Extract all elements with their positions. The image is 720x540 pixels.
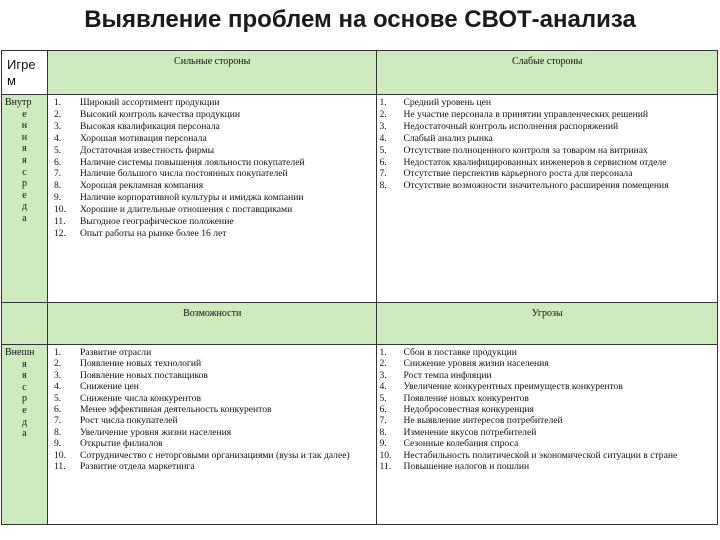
weaknesses-list [377, 95, 717, 192]
strengths-item [50, 133, 373, 145]
strengths-item-text: Наличие системы повышения лояльности покупателей [79, 156, 305, 168]
threats-item-number: 4. [379, 381, 387, 393]
strengths-item-text: Выгодное географическое положение [79, 216, 234, 228]
opportunities-item [50, 404, 373, 415]
threats-item-text: Снижение уровня жизни населения [403, 358, 549, 370]
threats-item-number: 5. [379, 392, 387, 404]
threats-item-text: Увеличение конкурентных преимуществ конкурентов [403, 381, 623, 393]
opportunities-item [50, 393, 373, 404]
threats-item [379, 427, 713, 438]
opportunities-item-number: 2. [53, 358, 62, 370]
strengths-header: Сильные стороны [47, 51, 377, 95]
external-env-label-rest: я я с р е д а [21, 358, 28, 440]
external-env-label-top: Внешн [5, 347, 35, 358]
strengths-item [50, 204, 373, 216]
opportunities-item-number: 10. [53, 449, 66, 461]
opportunities-item-text: Сотрудничество с неторговыми организациями (вузы и так далее) [79, 449, 350, 461]
threats-item [379, 450, 713, 461]
weaknesses-item-text: Не участие персонала в принятии управленческих решений [403, 108, 648, 120]
threats-item [379, 404, 713, 415]
corner-cell: Игре м [2, 51, 48, 95]
threats-item-number: 10. [379, 449, 392, 461]
threats-list [377, 345, 717, 472]
threats-item [379, 461, 713, 472]
strengths-item [50, 157, 373, 169]
opportunities-cell [47, 345, 377, 525]
strengths-item-text: Достаточная известность фирмы [79, 144, 215, 156]
weaknesses-item-number: 7. [379, 168, 387, 180]
threats-header: Угрозы [377, 303, 718, 345]
strengths-item-number: 12. [53, 227, 66, 239]
weaknesses-item [379, 121, 713, 133]
threats-item [379, 370, 713, 381]
external-env-label [2, 345, 48, 525]
strengths-item-text: Хорошие и длительные отношения с поставщиками [79, 204, 293, 216]
opportunities-item [50, 415, 373, 426]
strengths-item-number: 11. [53, 216, 66, 228]
threats-item-text: Появление новых конкурентов [403, 392, 529, 404]
threats-item-number: 7. [379, 415, 387, 427]
threats-item-text: Сезонные колебания спроса [403, 438, 519, 450]
opportunities-item-text: Снижение цен [79, 381, 139, 393]
opportunities-item [50, 381, 373, 392]
threats-item-text: Рост темпа инфляции [403, 369, 492, 381]
threats-item-number: 8. [379, 426, 387, 438]
weaknesses-item-text: Недостаточный контроль исполнения распоряжений [403, 120, 619, 132]
opportunities-item-text: Рост числа покупателей [79, 415, 178, 427]
threats-item-text: Нестабильность политической и экономической ситуации в стране [403, 449, 678, 461]
weaknesses-item-number: 1. [379, 97, 387, 108]
opportunities-item [50, 358, 373, 369]
opportunities-item [50, 347, 373, 358]
weaknesses-item-number: 4. [379, 132, 387, 144]
weaknesses-item [379, 157, 713, 169]
opportunities-item-number: 11. [53, 461, 66, 473]
opportunities-item [50, 461, 373, 472]
opportunities-item [50, 450, 373, 461]
strengths-item-number: 3. [53, 120, 62, 132]
weaknesses-item-number: 2. [379, 108, 387, 120]
weaknesses-item [379, 145, 713, 157]
strengths-item-number: 7. [53, 168, 62, 180]
opportunities-item-number: 1. [53, 347, 62, 358]
strengths-item-text: Широкий ассортимент продукции [79, 97, 220, 108]
strengths-item-text: Опыт работы на рынке более 16 лет [79, 227, 227, 239]
weaknesses-item [379, 97, 713, 109]
threats-item [379, 347, 713, 358]
threats-item [379, 393, 713, 404]
strengths-item-number: 2. [53, 108, 62, 120]
strengths-item-text: Хорошая мотивация персонала [79, 132, 207, 144]
threats-item-number: 6. [379, 404, 387, 416]
threats-item-number: 9. [379, 438, 387, 450]
strengths-item [50, 216, 373, 228]
internal-env-label-top: Внутр [5, 97, 32, 108]
opportunities-item-text: Менее эффективная деятельность конкурентов [79, 404, 272, 416]
weaknesses-cell [377, 95, 718, 303]
threats-item-text: Изменение вкусов потребителей [403, 426, 537, 438]
weaknesses-item-text: Слабый анализ рынка [403, 132, 493, 144]
threats-item [379, 415, 713, 426]
opportunities-item-number: 3. [53, 369, 62, 381]
strengths-item [50, 121, 373, 133]
weaknesses-item-number: 3. [379, 120, 387, 132]
opportunities-list [48, 345, 377, 472]
weaknesses-item-text: Отсутствие перспектив карьерного роста для персонала [403, 168, 633, 180]
threats-item [379, 358, 713, 369]
opportunities-item-text: Снижение числа конкурентов [79, 392, 201, 404]
threats-item-number: 2. [379, 358, 387, 370]
strengths-item-number: 4. [53, 132, 62, 144]
strengths-item-text: Хорошая рекламная компания [79, 180, 204, 192]
opportunities-item-text: Развитие отдела маркетинга [79, 461, 195, 473]
opportunities-item [50, 427, 373, 438]
threats-item-text: Сбои в поставке продукции [403, 347, 517, 358]
internal-env-label-rest: е н н я я с р е д а [21, 108, 28, 224]
weaknesses-header: Слабые стороны [377, 51, 718, 95]
strengths-item [50, 109, 373, 121]
strengths-item-text: Высокий контроль качества продукции [79, 108, 241, 120]
strengths-item-number: 10. [53, 204, 66, 216]
threats-item-number: 11. [379, 461, 392, 473]
strengths-item [50, 97, 373, 109]
threats-item-number: 1. [379, 347, 387, 358]
threats-item [379, 438, 713, 449]
opportunities-item [50, 370, 373, 381]
weaknesses-item-number: 6. [379, 156, 387, 168]
threats-item-text: Не выявление интересов потребителей [403, 415, 563, 427]
opportunities-item-number: 6. [53, 404, 62, 416]
weaknesses-item-text: Средний уровень цен [403, 97, 492, 108]
strengths-item-number: 9. [53, 192, 62, 204]
page-title: Выявление проблем на основе СВОТ-анализа [84, 6, 636, 33]
opportunities-header: Возможности [47, 303, 377, 345]
opportunities-item-number: 5. [53, 392, 62, 404]
strengths-list [48, 95, 377, 240]
strengths-item [50, 192, 373, 204]
strengths-item-number: 8. [53, 180, 62, 192]
strengths-item [50, 168, 373, 180]
strengths-item-text: Высокая квалификация персонала [79, 120, 220, 132]
weaknesses-item [379, 133, 713, 145]
strengths-item-number: 1. [53, 97, 62, 108]
strengths-item-text: Наличие корпоративной культуры и имиджа компании [79, 192, 304, 204]
strengths-item [50, 228, 373, 240]
strengths-item [50, 180, 373, 192]
weaknesses-item-text: Отсутствие полноценного контроля за товаром на витринах [403, 144, 648, 156]
blank-corner [2, 303, 48, 345]
threats-item-number: 3. [379, 369, 387, 381]
opportunities-item-number: 8. [53, 426, 62, 438]
weaknesses-item [379, 109, 713, 121]
strengths-item-number: 6. [53, 156, 62, 168]
weaknesses-item-number: 8. [379, 180, 387, 192]
opportunities-item-text: Увеличение уровня жизни населения [79, 426, 232, 438]
opportunities-item-text: Появление новых технологий [79, 358, 202, 370]
opportunities-item-text: Появление новых поставщиков [79, 369, 208, 381]
weaknesses-item [379, 180, 713, 192]
opportunities-item-number: 7. [53, 415, 62, 427]
internal-env-label [2, 95, 48, 303]
weaknesses-item-number: 5. [379, 144, 387, 156]
threats-item [379, 381, 713, 392]
weaknesses-item [379, 168, 713, 180]
opportunities-item-number: 9. [53, 438, 62, 450]
threats-item-text: Недобросовестная конкуренция [403, 404, 534, 416]
threats-item-text: Повышение налогов и пошлин [403, 461, 530, 473]
opportunities-item [50, 438, 373, 449]
opportunities-item-text: Развитие отрасли [79, 347, 152, 358]
strengths-cell [47, 95, 377, 303]
strengths-item [50, 145, 373, 157]
strengths-item-text: Наличие большого числа постоянных покупателей [79, 168, 288, 180]
threats-cell [377, 345, 718, 525]
swot-table [1, 50, 718, 525]
opportunities-item-number: 4. [53, 381, 62, 393]
weaknesses-item-text: Недостаток квалифицированных инженеров в сервисном отделе [403, 156, 667, 168]
strengths-item-number: 5. [53, 144, 62, 156]
opportunities-item-text: Открытие филиалов [79, 438, 163, 450]
weaknesses-item-text: Отсутствие возможности значительного расширения помещения [403, 180, 669, 192]
